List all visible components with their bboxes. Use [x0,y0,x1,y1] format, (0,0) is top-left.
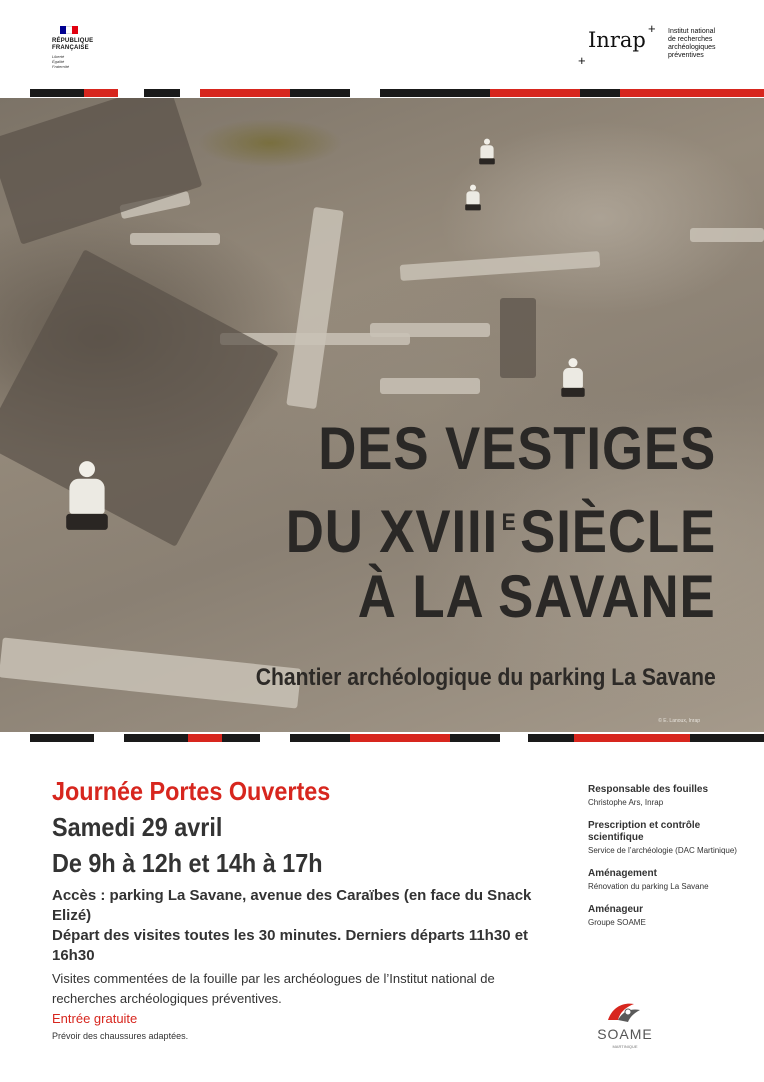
inrap-description [668,28,748,60]
credit-heading: Responsable des fouilles [588,784,709,795]
inrap-desc-line: Institut national [668,28,716,35]
headline-line-3: À LA SAVANE [358,563,716,630]
headline-century-superscript: E [501,509,517,536]
soame-logo [590,996,660,1056]
visit-departures: Départ des visites toutes les 30 minutes. Derniers départs 11h30 et 16h30 [52,927,529,964]
hero-title-block [0,98,764,732]
plus-icon: + [578,53,586,68]
inrap-desc-line: de recherches [668,36,713,43]
soame-mark-icon [604,998,644,1026]
motto-1: Liberté [52,54,65,59]
access-info [52,886,562,966]
headline-century: DU XVIII [285,498,498,565]
credit-value: Service de l’archéologie (DAC Martinique) [588,846,737,855]
credit-heading: Aménagement [588,868,657,879]
motto-2: Égalité [52,59,65,64]
motto-3: Fraternité [52,64,70,69]
french-flag-icon [60,26,78,34]
top-stripe [0,89,764,97]
visit-description: Visites commentées de la fouille par les archéologues de l’Institut national de recherches archéologiques préventives. [52,971,495,1006]
inrap-logo [578,22,758,72]
headline-siecle: SIÈCLE [520,498,716,565]
free-entry: Entrée gratuite [52,1011,138,1026]
page-header [0,0,764,88]
event-title: Journée Portes Ouvertes [52,776,331,806]
excavation-photo [0,98,764,732]
credit-heading: Prescription et contrôle scientifique [588,820,701,843]
credit-item [588,784,748,808]
bottom-stripe [0,734,764,742]
event-hours: De 9h à 12h et 14h à 17h [52,848,323,878]
credits-column [588,784,748,940]
republique-francaise-logo [52,26,122,69]
republic-line-1: RÉPUBLIQUE [52,38,94,44]
credit-item [588,868,748,892]
credit-item [588,904,748,928]
photo-credit: © E. Lanoux, Inrap [658,718,700,724]
shoes-note: Prévoir des chaussures adaptées. [52,1031,189,1041]
plus-icon: + [648,21,656,36]
inrap-wordmark: Inrap [588,28,646,52]
event-date: Samedi 29 avril [52,812,223,842]
credit-value: Christophe Ars, Inrap [588,798,664,807]
inrap-desc-line: archéologiques [668,44,716,51]
republic-line-2: FRANÇAISE [52,45,89,51]
credit-value: Groupe SOAME [588,918,646,927]
headline-line-2 [286,490,716,565]
access-address: Accès : parking La Savane, avenue des Caraïbes (en face du Snack Elizé) [52,887,532,924]
hero-subtitle: Chantier archéologique du parking La Savane [255,664,716,691]
credit-item [588,820,748,856]
soame-name: SOAME [597,1026,653,1042]
soame-sub: MARTINIQUE [612,1044,638,1049]
inrap-desc-line: préventives [668,52,704,59]
credit-value: Rénovation du parking La Savane [588,882,709,891]
credit-heading: Aménageur [588,904,644,915]
headline-line-1: DES VESTIGES [318,415,716,482]
